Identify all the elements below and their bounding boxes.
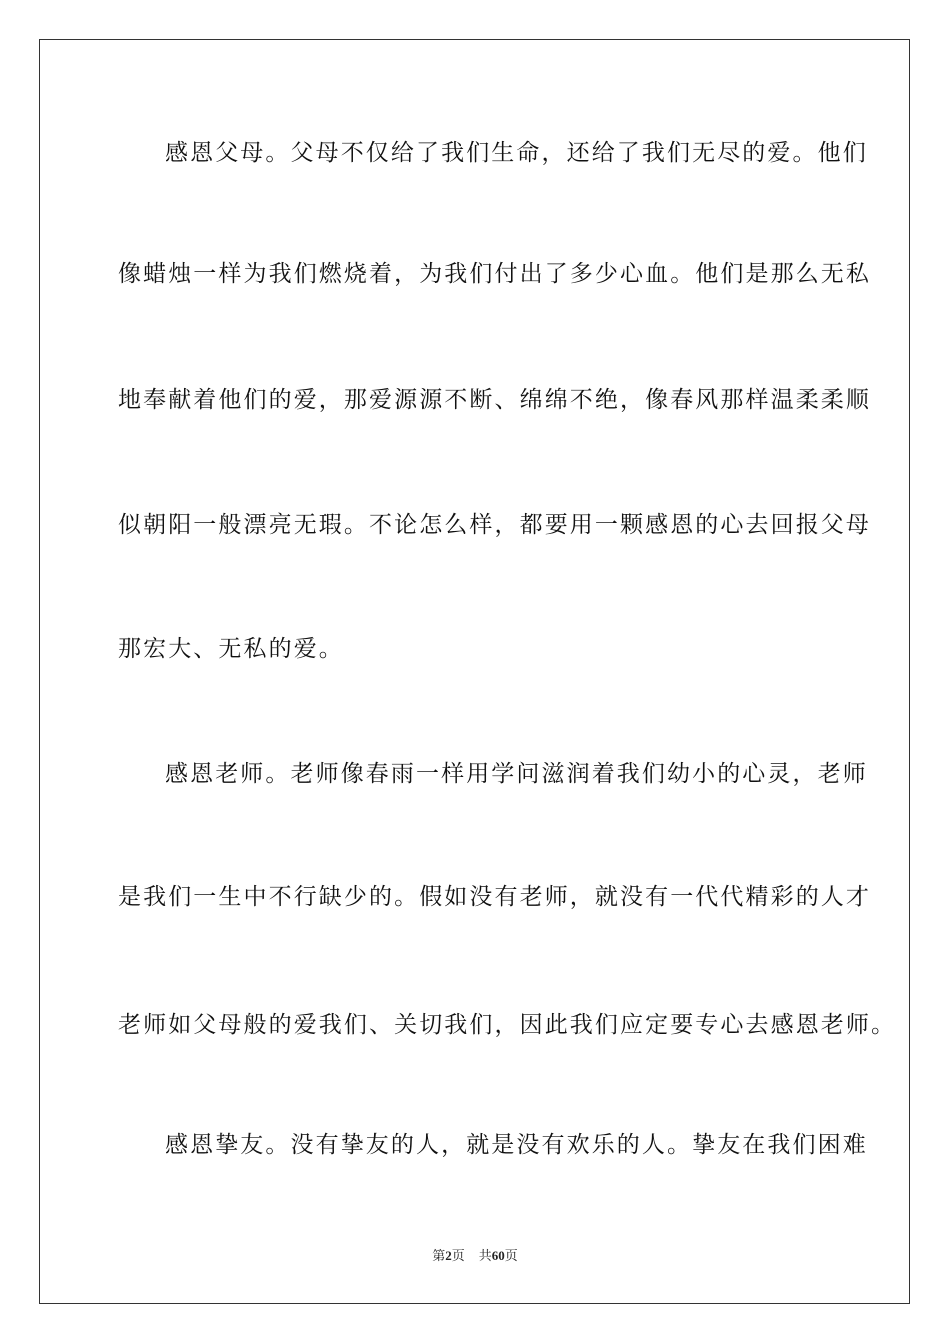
- paragraph-line: 老师如父母般的爱我们、关切我们，因此我们应定要专心去感恩老师。: [118, 1012, 897, 1038]
- page-number: 2: [445, 1248, 452, 1263]
- paragraph-line: 像蜡烛一样为我们燃烧着，为我们付出了多少心血。他们是那么无私: [118, 261, 871, 287]
- paragraph-line: 那宏大、无私的爱。: [118, 636, 344, 662]
- page-prefix: 第: [432, 1249, 446, 1264]
- total-suffix: 页: [504, 1249, 518, 1264]
- paragraph-line: 地奉献着他们的爱，那爱源源不断、绵绵不绝，像春风那样温柔柔顺: [118, 387, 871, 413]
- page-suffix: 页: [451, 1249, 465, 1264]
- paragraph-line: 感恩挚友。没有挚友的人，就是没有欢乐的人。挚友在我们困难: [165, 1132, 868, 1158]
- total-prefix: 共: [478, 1249, 492, 1264]
- total-pages: 60: [491, 1248, 505, 1263]
- paragraph-line: 感恩老师。老师像春雨一样用学问滋润着我们幼小的心灵，老师: [165, 761, 868, 787]
- paragraph-line: 感恩父母。父母不仅给了我们生命，还给了我们无尽的爱。他们: [165, 140, 868, 166]
- page-footer: [0, 1248, 950, 1265]
- paragraph-line: 是我们一生中不行缺少的。假如没有老师，就没有一代代精彩的人才: [118, 884, 871, 910]
- paragraph-line: 似朝阳一般漂亮无瑕。不论怎么样，都要用一颗感恩的心去回报父母: [118, 512, 871, 538]
- page-border: [39, 39, 910, 1304]
